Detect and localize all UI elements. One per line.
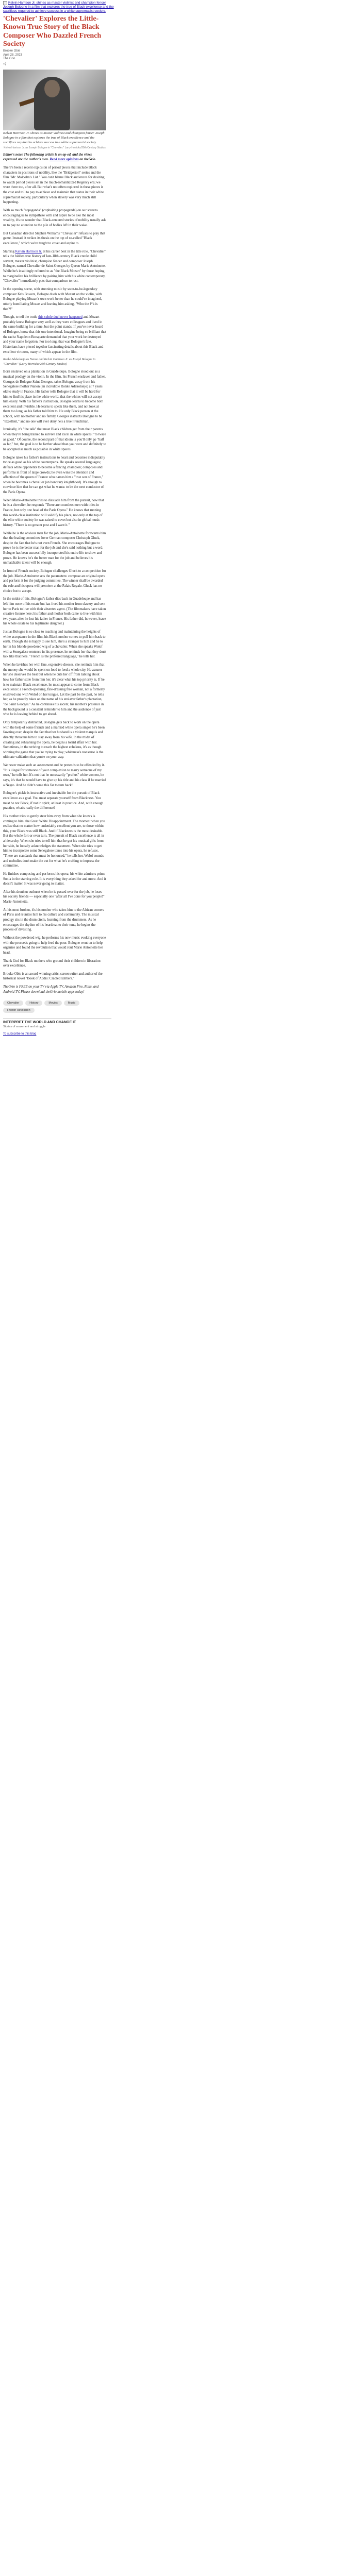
paragraph-16: Only temporarily distracted, Bologne gets back to work on the opera with the help of some friends and a married white opera singer he's been fawning over, despite the fact that her husband is a violent marquis and directly threatens him to stay away from his wife. In the midst of creating and rehearsing the opera, he begins a torrid affair with her. Sometimes, in the striving to reach the highest echelons, it's as though winning the game that you're trying to play; whiteness's nonsense is the ultimate validation that you're on your way. — [3, 720, 105, 759]
paragraph-18: Bologne's pickle is instructive and inevitable for the pursuit of Black excellence as a goal. You must separate yourself from Blackness. You must be not Black, if not in spirit, at least in practice. And, with enough practice, what's really the difference? — [3, 791, 104, 810]
tag-list — [3, 1001, 106, 1013]
inline-image-caption: Ronke Adekoluejo as Nanon and Kelvin Harrison Jr. as Joseph Bologne in "Chevalier." (Larry Horricks/20th Century Studios) — [3, 358, 95, 366]
paragraph-11: While he is the obvious man for the job, Marie-Antoinette forewarns him that the leading committee lover German composer Christoph Gluck, despite the fact that he's not even French. She encourages Bologne to prove he is the better man for the job and she's said nothing but a word; Bologne has been successfully incorporated his entire life to show and prove. He knows he's the better man for the job and believes his unmatchable talent will be enough. — [3, 531, 106, 565]
footer-title: INTERPRET THE WORLD AND CHANGE IT — [3, 1021, 76, 1025]
paragraph-9: Bologne takes his father's instructions to heart and becomes indisputably twice as good as his white counterparts. He speaks several languages; defeats white opponents to become a fencing champion; composes and performs in front of large crowds; he even wins the attention and affection of the queen of France who names him a "true son of France," when he becomes a chevalier (an honorary knighthood). It's enough to convince him that he can get what he wants: to be the next conductor of the Paris Opera. — [3, 455, 105, 495]
paragraph-25: Brooke Obie is an award-winning critic, screenwriter and author of the historical novel "Book of Addis: Cradled Embers." — [3, 972, 103, 981]
paragraph-5: In the opening scene, with stunning music by soon-to-be-legendary composer Kris Bowers, Bologne duels with Mozart on the violin, with Bologne playing Mozart's own work better than he could've imagined, utterly humiliating Mozart and leaving him asking, "Who the f*k is that?!" — [3, 287, 102, 311]
paragraph-12: In front of French society, Bologne challenges Gluck to a competition for the job. Marie-Antoinette sets the parameters: compose an original opera and perform it for the judging committee. The winner shall be awarded the role and his opera will premiere at the Palais Royale. Gluck has no choice but to accept. — [3, 569, 106, 593]
article-date: April 28, 2023 — [3, 53, 23, 57]
header-thumbnail-link[interactable] — [3, 0, 117, 13]
kelvin-link[interactable]: Kelvin Harrison Jr. — [15, 249, 42, 253]
tag-movies[interactable]: Movies — [44, 1001, 61, 1006]
paragraph-2: With so much "copaganda" (copbaiting propaganda) on our screens encouraging us to sympathize with and aspire to be like the most wealthy, it's no wonder that Black-centered stories of nobility usually ask us to pay no attention to the pile of bodies left in their wake. — [3, 209, 106, 227]
paragraph-20: He finishes composing and performs his opera; his white admirers prime Sonia in the starring role. It is everything they asked for and more. And it doesn't matter. It was never going to matter. — [3, 872, 106, 886]
paragraph-23: Without the powdered wig, he performs his new music evoking everyone with the proceeds going to help feed the poor. Bologne went on to help organize and found the revolution that would rout Marie Antoinette her head. — [3, 936, 106, 955]
editor-note-suffix: on theGrio. — [78, 158, 96, 162]
paragraph-1: There's been a recent explosion of period pieces that include Black characters in positions of nobility, like the "Bridgerton" series and the film "Mr. Malcolm's List." You can't blame Black audiences for desiring to watch period pieces set in the much-romanticized Regency era; we were there too, after all. But what's not often explored in these pieces is the cost and toll to pay to achieve and maintain that status in their white supremacist society, particularly when slavery was very much still happening. — [3, 165, 105, 205]
article-meta — [3, 49, 358, 67]
tag-french-revolution[interactable]: French Revolution — [3, 1008, 35, 1013]
paragraph-22: At his most broken, it's his mother who takes him to the African corners of Paris and reunites him to his culture and community. The musical prodigy sits in the drum circle, learning from the drummers. As he encourages the rhythm of his heartbeat to their tune, he begins the process of divesting. — [3, 908, 104, 932]
thumbnail-caption: Kelvin Harrison Jr. shines as master violinist and champion fencer Joseph Bologne in a film that explores the true of Black excellence and the sacrifices required to achieve success in a white supremacist society. — [3, 1, 114, 13]
paragraph-14: Just as Bologne is so close to reaching and maintaining the heights of white acceptance in the film, his Black mother comes to pull him back to earth. Though she is happy to see him, she's a stranger to him and he to her in his blonde powdered wig of a chevalier. When she speaks Wolof with a Senegalese sentence in his presence, he reminds her that they don't talk like that here. "French is the preferred language," he tells her. — [3, 630, 106, 659]
footer-subtitle: Stories of movement and struggle — [3, 1025, 46, 1029]
editor-note-prefix: Editor's note: The following article is an op-ed, and the views expressed are the author's own. — [3, 152, 92, 162]
article-source: The Grio — [3, 57, 15, 61]
read-more-opinions-link[interactable]: Read more opinions — [50, 158, 79, 162]
tag-chevalier[interactable]: Chevalier — [3, 1001, 23, 1006]
duel-link[interactable]: this subtle duel never happened — [38, 315, 83, 319]
paragraph-17: We never make such an assessment and he pretends to be offended by it. "It is illegal for someone of your complexion to marry someone of my own," he tells her. It's not that he necessarily "prefers" white women, he says, it's that he would have to give up his title and his class if he married a Negro. And he didn't come this far to turn back! — [3, 764, 106, 787]
article-author: Brooke Obie — [3, 49, 21, 53]
paragraph-8: Ironically, it's "the talk" that most Black children get from their parents when they're being trained to survive and excel in white spaces: "to twice as good." Of course, the second part of that idiom is you'll only go "half as far," but, the goal is to be farther ahead than you were and definitely to be accepted as much as possible in white spaces. — [3, 428, 106, 451]
footer-box — [3, 1018, 111, 1028]
author-bio: TheGrio is FREE on your TV via Apple TV, Amazon Fire, Roku, and Android TV. Please download theGrio mobile apps today! — [3, 985, 99, 994]
broken-image-icon — [3, 1, 7, 5]
hero-image — [3, 70, 106, 130]
page — [0, 0, 361, 1036]
share-icon[interactable] — [3, 62, 6, 65]
hero-credit: Kelvin Harrison Jr. as Joseph Bologne in "Chevalier." Larry Horricks/20th Century Studios — [4, 146, 106, 149]
paragraph-4: Starring Kelvin Harrison Jr. at his career best in the title role, "Chevalier" tells the hidden true history of late-18th-century Black creole child servant, master violinist, champion fencer and composer Joseph Bologne, named Chevalier de Saint-Georges by Queen Marie Antoinette. While he's insultingly referred to as "the Black Mozart" by those hoping to marginalize his brilliance by pairing him with his white contemporary, "Chevalier" immediately puts that comparison to rest. — [3, 249, 106, 283]
subscribe-link[interactable]: To subscribe to this blog — [3, 1032, 37, 1036]
paragraph-6: Though, to tell the truth, this subtle duel never happened and Mozart probably knew Bologne very well as they were colleagues and lived in the same building for a time, but the point stands. If you've never heard of Bologne, know that this one intentional. Imagine being so brilliant that the racist Napoleon Bonaparte demanded that your work be destroyed and your name forgotten. For too long, that was Bologne's fate. Historians have pieced together fascinating details about this Black and excellent virtuoso, many of which appear in the film. — [3, 315, 106, 354]
paragraph-15: When he lavishes her with fine, expensive dresses, she reminds him that the money she would be spent on food to feed a whole city. He assures her she deserves the best but when he cuts her off from talking about how her father stole from him her, it's clear what his top priority is. If he is to maintain Black excellence, he must appear to come from Black excellence: a French-speaking, fine-dressing free woman, not a formerly enslaved one with Wolof on her tongue. Let the past be the past, he tells her, as he proudly takes on the name of his enslaver father's plantation, "de Saint Georges." As he continues his ascent, his mother's presence in the background is a constant reminder to him and the audience of just who he is leaving behind to get ahead. — [3, 663, 105, 717]
hero-face-shape — [44, 80, 60, 97]
paragraph-19: His mother tries to gently steer him away from what she knows is coming to him: the Great White Disappointment. The moment when you realize that no matter how undeniably excellent you are, to those within this, your Black was still Black. And if Blackness is the most desirable. But the whole fort or even turn. The pursuit of Black excellence is all in a hierarchy. When she tries to tell him that he got his musical gifts from her side, he loosely acknowledges the statement. When she tries to get him to incorporate some Senegalese tones into his opera, he refuses. "These are standards that must be honoured," he tells her. Wolof sounds and melodies don't make the cut for what he's crafting to impress the committee. — [3, 814, 105, 868]
article-body — [3, 152, 106, 995]
article-title: 'Chevalier' Explores the Little-Known True Story of the Black Composer Who Dazzled French Society — [3, 15, 102, 48]
editor-note — [3, 152, 106, 162]
paragraph-21: After his drunken outburst when he is passed over for the job, he loses his society friends — especially one "after all I've done for you people!" Marie-Antoinette. — [3, 890, 105, 904]
tag-history[interactable]: History — [25, 1001, 42, 1006]
paragraph-13: In the midst of this, Bologne's father dies back in Guadeloupe and has left him none of his estate but has freed his mother from slavery and sent her to Paris to live with their absentee agent. (The filmmakers have taken creative license here; his father and mother both came to live with him two years after he lost his father in France. His father did, however, leave his whole estate to his legitimate daughter.) — [3, 597, 106, 626]
paragraph-3: But Canadian director Stephen Williams' "Chevalier" refuses to play that game. Instead, it strikes its thesis on the top of so-called "Black excellence," which we're taught to covet and aspire to. — [3, 231, 105, 245]
paragraph-10: When Marie-Antoinette tries to dissuade him from the pursuit, now that he is a chevalier, he responds "There are countless men with titles in France, but only one head of the Paris Opera." He knows that running this world-class institution will solidify his place, not only at the top of the elite white society he was raised to covet but also in global music history. "There is no greater post and I want it." — [3, 498, 104, 527]
hero-caption: Kelvin Harrison Jr. shines as master violinist and champion fencer Joseph Bologne in a film that explores the true of Black excellence and the sacrifices required to achieve success in a white supremacist society. — [3, 131, 105, 144]
paragraph-24: Thank God for Black mothers who ground their children in liberation over excellence. — [3, 959, 101, 968]
paragraph-7: Born enslaved on a plantation in Guadeloupe, Bologne stood out as a musical prodigy on the violin. In the film, his French enslaver and father, Georges de Bologne Saint-Georges, takes Bologne away from his Senegalese mother Nanon (an incredible Ronke Adekoluejo) at 7 years old to study in France. His father tells Bologne that it will be hard for him to find his place in the white world, that the whites will not accept him easily. With his father's instruction, Bologne learns to become both excellent and invisible. He learns to speak like them, and not look at them too long, as his father told him to. He only Black person at the school, with no mother and no family, Georges instructs Bologne to be "excellent," and no one will ever deny he's a true Frenchman. — [3, 370, 106, 423]
tag-music[interactable]: Music — [64, 1001, 79, 1006]
